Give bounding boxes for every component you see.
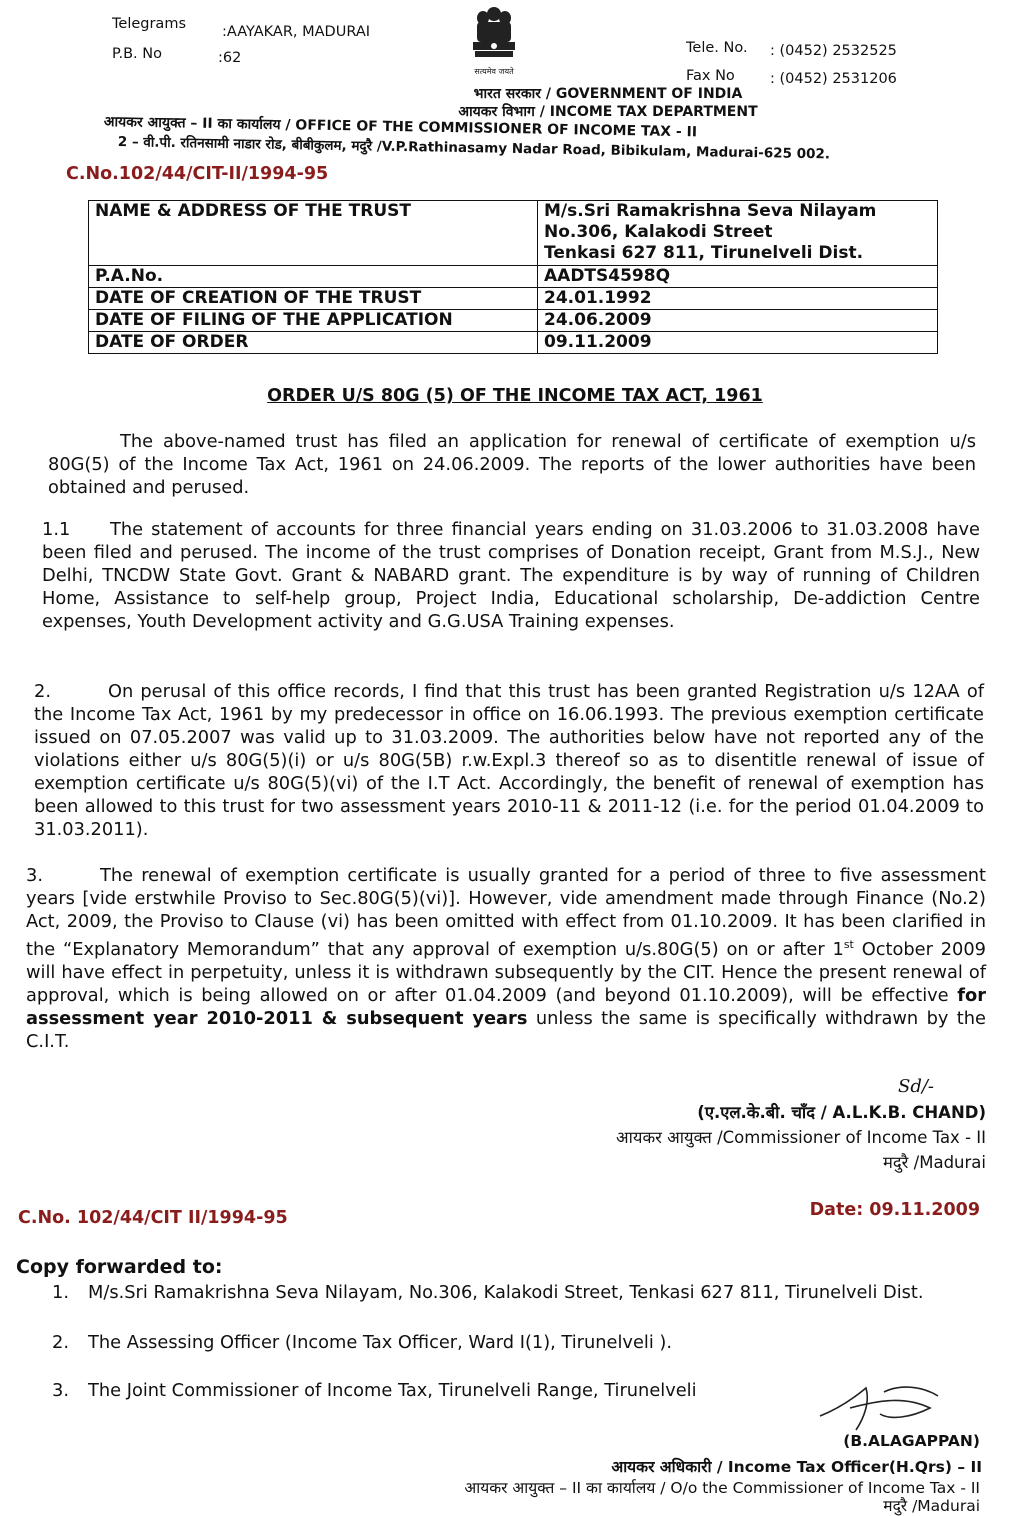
copy-item — [52, 1282, 924, 1303]
trust-street: No.306, Kalakodi Street — [544, 222, 773, 242]
copy-item-number: 1. — [52, 1282, 69, 1303]
copy-item-number: 3. — [52, 1380, 69, 1401]
emblem-motto: सत्यमेव जयते — [474, 67, 514, 76]
trust-city: Tenkasi 627 811, Tirunelveli Dist. — [544, 243, 864, 263]
paragraph-text-end: unless the same is specifically withdrawn by the C.I.T. — [26, 1007, 986, 1052]
commissioner-designation: आयकर आयुक्त /Commissioner of Income Tax - II — [616, 1128, 986, 1147]
commissioner-place: मदुरै /Madurai — [883, 1153, 986, 1172]
national-emblem-icon — [463, 4, 525, 78]
table-row — [89, 310, 938, 332]
paragraph-3 — [26, 864, 986, 1053]
officer-office: आयकर आयुक्त – II का कार्यालय / O/o the Commissioner of Income Tax - II — [464, 1479, 980, 1497]
paragraph-text-cont: October 2009 will have effect in perpetuity, unless it is withdrawn subsequently by the CIT. Hence the present renewal of approval, which is being allowed on or after 01.04.2009 (and beyond 01.10.2009), will be effective — [26, 938, 986, 1006]
pb-label: P.B. No — [112, 46, 162, 62]
header-address: 2 – वी.पी. रतिनसामी नाडार रोड, बीबीकुलम, मदुरै /V.P.Rathinasamy Nadar Road, Bibikulam, Madurai-625 002. — [117, 133, 831, 163]
table-row — [89, 288, 938, 310]
copy-item-text: The Joint Commissioner of Income Tax, Tirunelveli Range, Tirunelveli — [88, 1380, 697, 1401]
filing-date-label: DATE OF FILING OF THE APPLICATION — [89, 310, 538, 332]
header-government: भारत सरकार / GOVERNMENT OF INDIA — [473, 86, 743, 102]
table-row — [89, 266, 938, 288]
paragraph-text: On perusal of this office records, I find that this trust has been granted Registration u/s 12AA of the Income Tax Act, 1961 by my predecessor in office on 16.06.1993. The previous exemption certificate issued on 07.05.2007 was valid up to 31.03.2009. The authorities below have not reported any of the violations either u/s 80G(5)(i) or u/s 80G(5B) r.w.Expl.3 thereof so as to disentitle renewal of issue of exemption certificate u/s 80G(5)(vi) of the I.T Act. Accordingly, the benefit of renewal of exemption has been allowed to this trust for two assessment years 2010-11 & 2011-12 (i.e. for the period 01.04.2009 to 31.03.2011). — [34, 681, 984, 840]
signed-mark: Sd/- — [898, 1076, 934, 1097]
header-department: आयकर विभाग / INCOME TAX DEPARTMENT — [458, 104, 758, 120]
officer-place: मदुरै /Madurai — [883, 1497, 980, 1515]
intro-paragraph: The above-named trust has filed an application for renewal of certificate of exemption u/s 80G(5) of the Income Tax Act, 1961 on 24.06.2009. The reports of the lower authorities have been obtained and perused. — [48, 431, 976, 498]
telegrams-label: Telegrams — [112, 16, 186, 32]
copy-item-number: 2. — [52, 1332, 69, 1353]
officer-designation: आयकर अधिकारी / Income Tax Officer(H.Qrs) – II — [611, 1458, 982, 1476]
paragraph-2 — [34, 680, 984, 841]
table-row — [89, 332, 938, 354]
telegrams-value: :AAYAKAR, MADURAI — [222, 24, 371, 40]
order-date-value: 09.11.2009 — [538, 332, 938, 354]
copy-item — [52, 1380, 697, 1401]
paragraph-text: The renewal of exemption certificate is usually granted for a period of three to five assessment years [vide erstwhile Proviso to Sec.80G(5)(vi)]. However, vide amendment made through Finance (No.2) Act, 2009, the Proviso to Clause (vi) has been omitted with effect from 01.10.2009. It has been clarified in the “Explanatory Memorandum” that any approval of exemption u/s.80G(5) on or after 1 — [26, 865, 986, 960]
paragraph-emphasis: for assessment year 2010-2011 & subsequent years — [26, 984, 986, 1029]
copy-reference-number: C.No. 102/44/CIT II/1994-95 — [18, 1208, 288, 1228]
order-title: ORDER U/S 80G (5) OF THE INCOME TAX ACT, 1961 — [267, 386, 763, 406]
paragraph-number: 3. — [26, 865, 43, 886]
copy-item-text: The Assessing Officer (Income Tax Officer, Ward I(1), Tirunelveli ). — [88, 1332, 673, 1353]
superscript: st — [843, 938, 854, 951]
trust-name-address — [538, 201, 938, 266]
officer-signature-icon — [810, 1378, 960, 1438]
fax-label: Fax No — [686, 68, 735, 84]
pan-label: P.A.No. — [89, 266, 538, 288]
order-date-label: DATE OF ORDER — [89, 332, 538, 354]
trust-name-label: NAME & ADDRESS OF THE TRUST — [89, 201, 538, 266]
paragraph-number: 2. — [34, 681, 51, 702]
copy-item-text: M/s.Sri Ramakrishna Seva Nilayam, No.306, Kalakodi Street, Tenkasi 627 811, Tirunelveli Dist. — [88, 1282, 924, 1303]
fax-value: : (0452) 2531206 — [770, 71, 897, 87]
paragraph-number: 1.1 — [42, 519, 71, 540]
creation-date-value: 24.01.1992 — [538, 288, 938, 310]
reference-number: C.No.102/44/CIT-II/1994-95 — [66, 164, 329, 184]
table-row — [89, 201, 938, 266]
tele-value: : (0452) 2532525 — [770, 43, 897, 59]
copy-item — [52, 1332, 672, 1353]
copy-heading: Copy forwarded to: — [16, 1256, 223, 1278]
pan-value: AADTS4598Q — [538, 266, 938, 288]
paragraph-1-1 — [42, 518, 980, 633]
commissioner-name: (ए.एल.के.बी. चाँद / A.L.K.B. CHAND) — [697, 1103, 986, 1122]
officer-name: (B.ALAGAPPAN) — [843, 1432, 980, 1450]
paragraph-text: The statement of accounts for three financial years ending on 31.03.2006 to 31.03.2008 have been filed and perused. The income of the trust comprises of Donation receipt, Grant from M.S.J., New Delhi, TNCDW State Govt. Grant & NABARD grant. The expenditure is by way of running of Children Home, Assistance to self-help group, Project India, Educational scholarship, De-addiction Centre expenses, Youth Development activity and G.G.USA Training expenses. — [42, 519, 980, 632]
header-office: आयकर आयुक्त – II का कार्यालय / OFFICE OF THE COMMISSIONER OF INCOME TAX - II — [103, 113, 698, 141]
copy-date: Date: 09.11.2009 — [809, 1200, 980, 1220]
filing-date-value: 24.06.2009 — [538, 310, 938, 332]
trust-name: M/s.Sri Ramakrishna Seva Nilayam — [544, 201, 877, 221]
creation-date-label: DATE OF CREATION OF THE TRUST — [89, 288, 538, 310]
pb-value: :62 — [218, 50, 242, 66]
tele-label: Tele. No. — [686, 40, 748, 56]
trust-details-table — [88, 200, 938, 354]
